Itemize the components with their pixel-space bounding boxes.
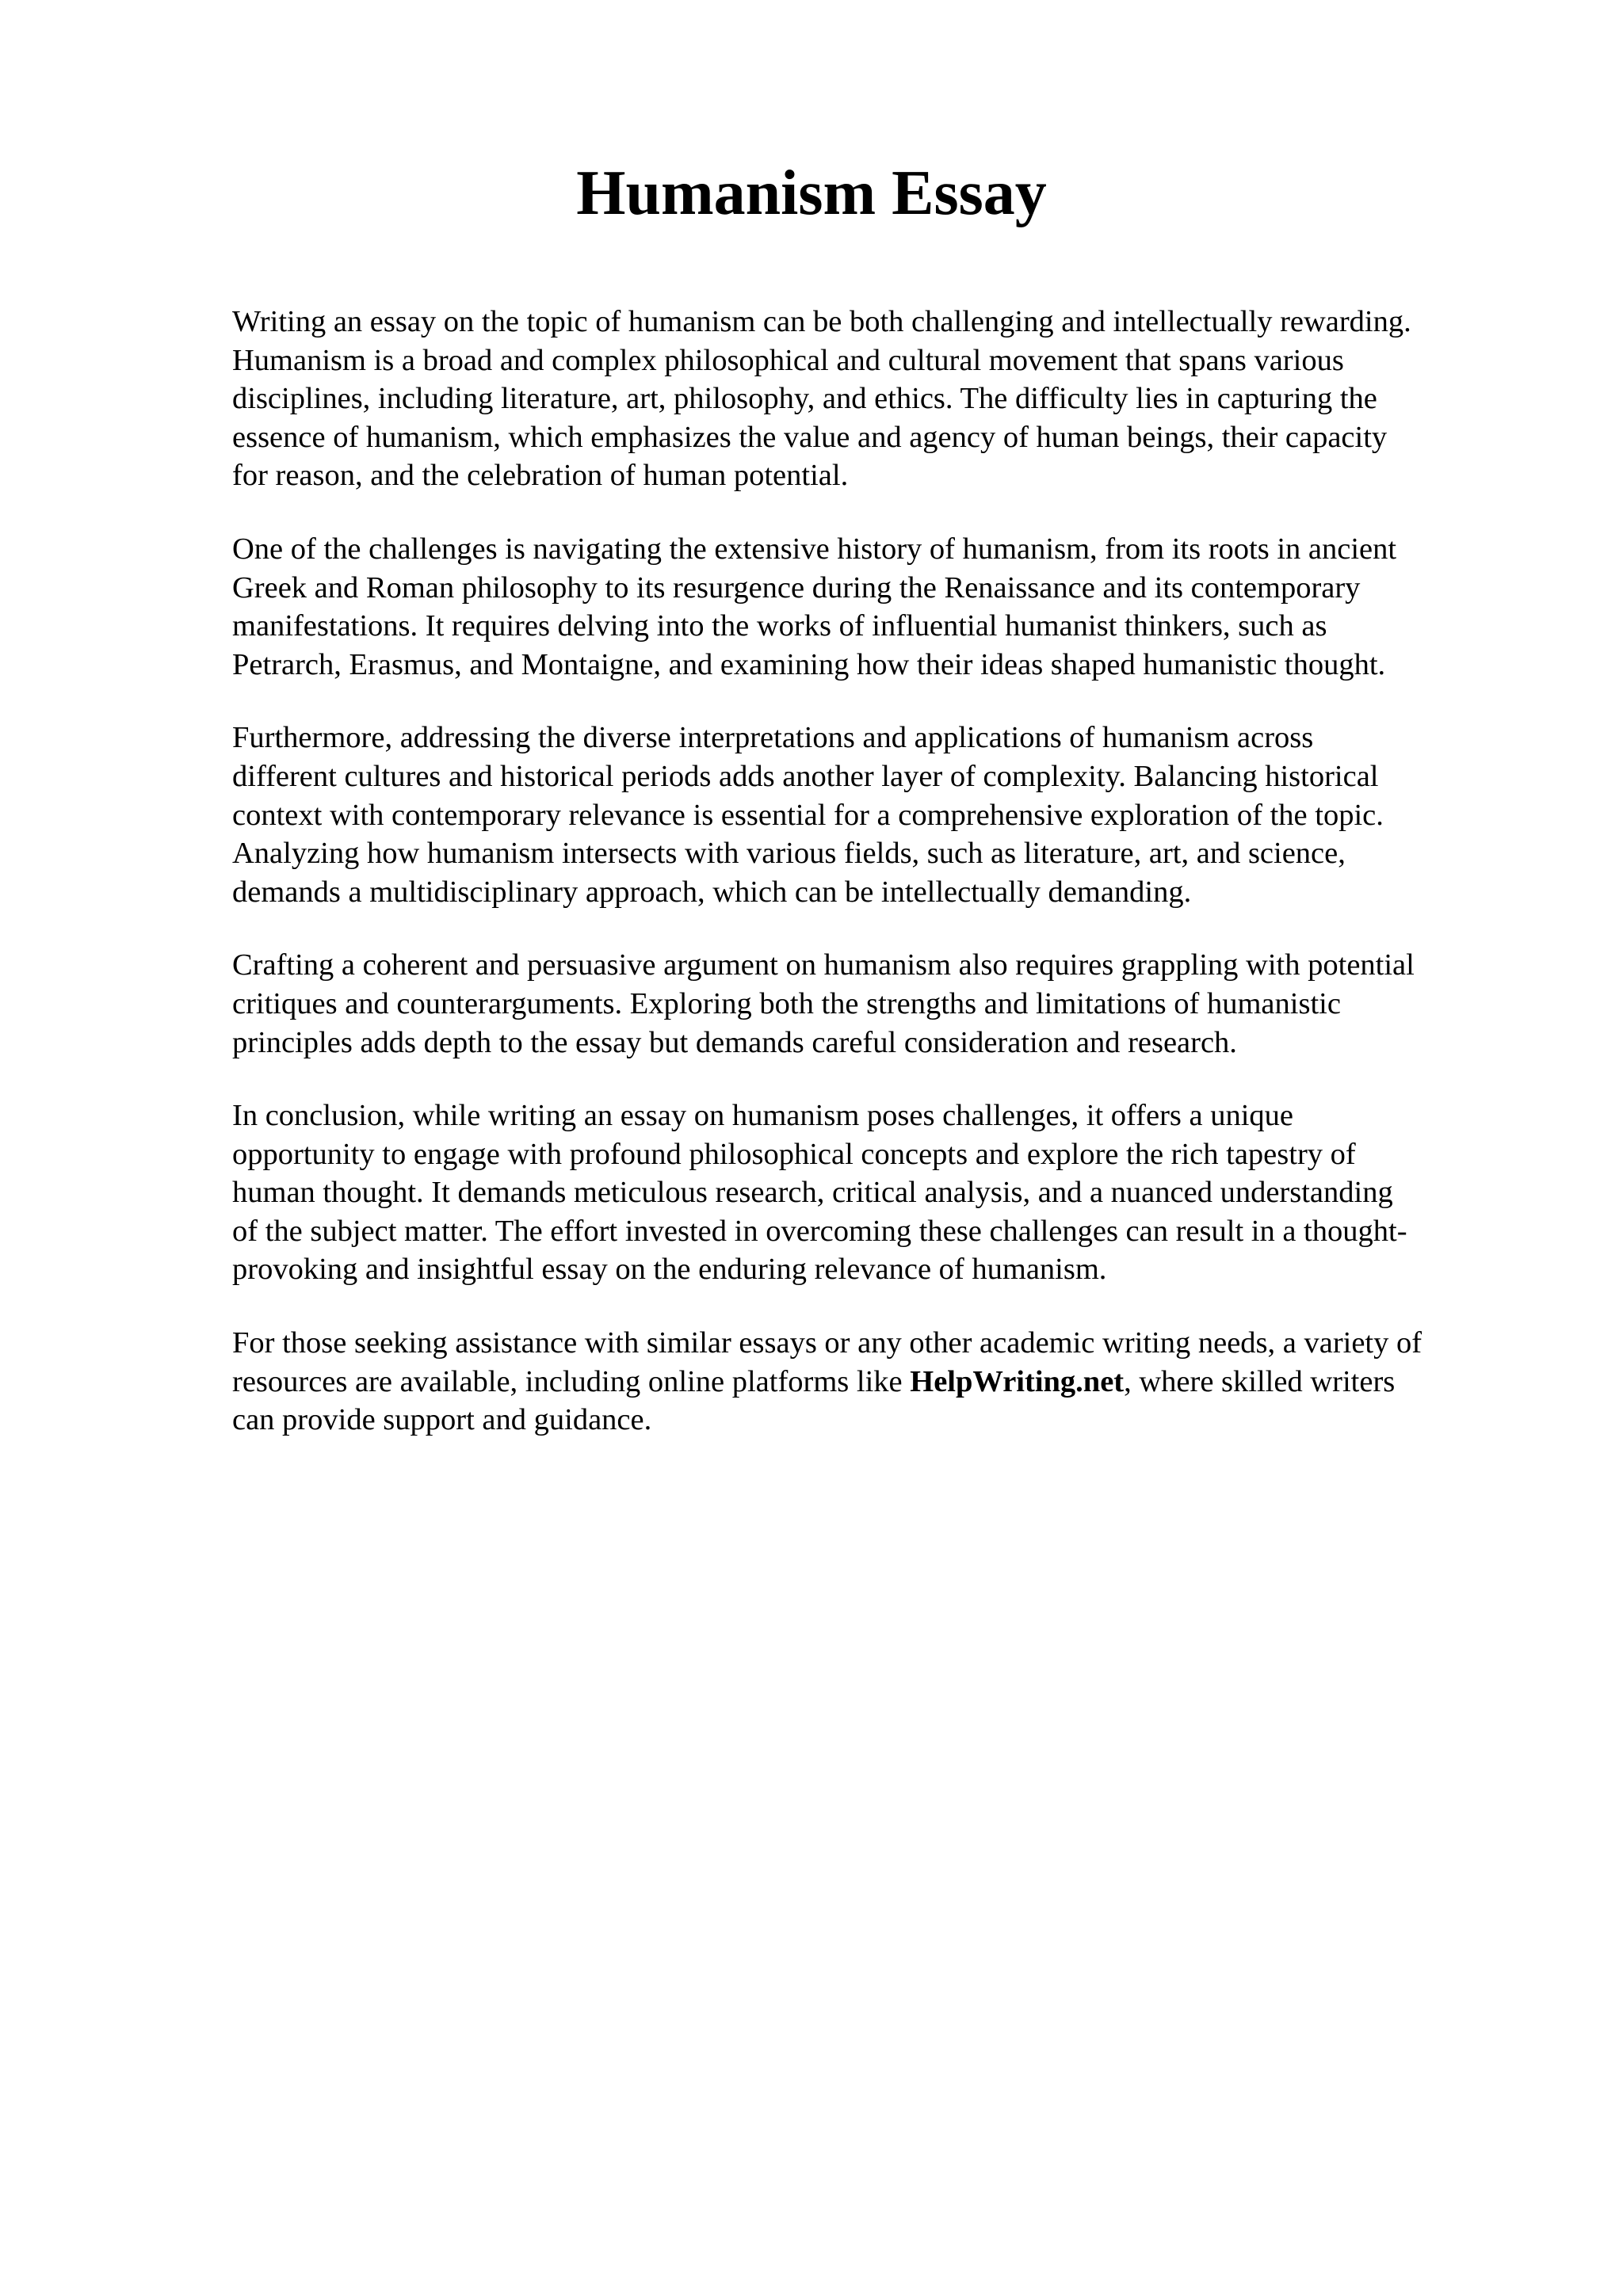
text-line: disciplines, including literature, art, philosophy, and ethics. The difficulty lies in capturing the — [232, 382, 1377, 416]
text-line: Writing an essay on the topic of humanism can be both challenging and intellectually rewarding. — [232, 305, 1411, 338]
text-line: Humanism is a broad and complex philosophical and cultural movement that spans various — [232, 343, 1344, 377]
text-line: One of the challenges is navigating the extensive history of humanism, from its roots in ancient — [232, 532, 1397, 566]
text-line — [232, 1363, 1524, 1402]
text-line: different cultures and historical periods adds another layer of complexity. Balancing historical — [232, 759, 1379, 793]
paragraph-interpretations — [232, 719, 1524, 911]
paragraph-history — [232, 530, 1524, 684]
paragraph-argument — [232, 946, 1524, 1062]
text-line: Greek and Roman philosophy to its resurgence during the Renaissance and its contemporary — [232, 570, 1361, 605]
text-line: Petrarch, Erasmus, and Montaigne, and examining how their ideas shaped humanistic thought. — [232, 647, 1386, 681]
paragraph-intro — [232, 303, 1524, 495]
text-line: Crafting a coherent and persuasive argument on humanism also requires grappling with potential — [232, 948, 1415, 982]
helpwriting-link[interactable]: HelpWriting.net — [910, 1364, 1125, 1398]
text-line: provoking and insightful essay on the enduring relevance of humanism. — [232, 1253, 1107, 1287]
text-segment: , where skilled writers — [1124, 1364, 1396, 1398]
text-line: human thought. It demands meticulous research, critical analysis, and a nuanced understanding — [232, 1176, 1393, 1210]
text-line: principles adds depth to the essay but demands careful consideration and research. — [232, 1025, 1237, 1059]
page-title: Humanism Essay — [576, 158, 1047, 228]
text-line: essence of humanism, which emphasizes the value and agency of human beings, their capacity — [232, 420, 1388, 454]
text-line: Analyzing how humanism intersects with various fields, such as literature, art, and science, — [232, 837, 1346, 871]
essay-body — [232, 303, 1524, 1474]
text-line: context with contemporary relevance is essential for a comprehensive exploration of the topic. — [232, 798, 1384, 832]
text-line: For those seeking assistance with similar essays or any other academic writing needs, a variety of — [232, 1326, 1423, 1360]
text-line: manifestations. It requires delving into the works of influential humanist thinkers, such as — [232, 609, 1327, 643]
text-line: Furthermore, addressing the diverse interpretations and applications of humanism across — [232, 721, 1314, 755]
text-line: demands a multidisciplinary approach, which can be intellectually demanding. — [232, 875, 1192, 909]
text-line: of the subject matter. The effort invested in overcoming these challenges can result in a thought- — [232, 1214, 1407, 1248]
text-line: In conclusion, while writing an essay on humanism poses challenges, it offers a unique — [232, 1099, 1294, 1133]
text-segment: resources are available, including online platforms like — [232, 1364, 911, 1398]
text-line: critiques and counterarguments. Exploring both the strengths and limitations of humanistic — [232, 986, 1341, 1020]
text-line: opportunity to engage with profound philosophical concepts and explore the rich tapestry of — [232, 1137, 1356, 1171]
text-line: for reason, and the celebration of human potential. — [232, 459, 849, 493]
paragraph-conclusion — [232, 1097, 1524, 1289]
paragraph-closing — [232, 1324, 1524, 1440]
text-line: can provide support and guidance. — [232, 1403, 652, 1437]
